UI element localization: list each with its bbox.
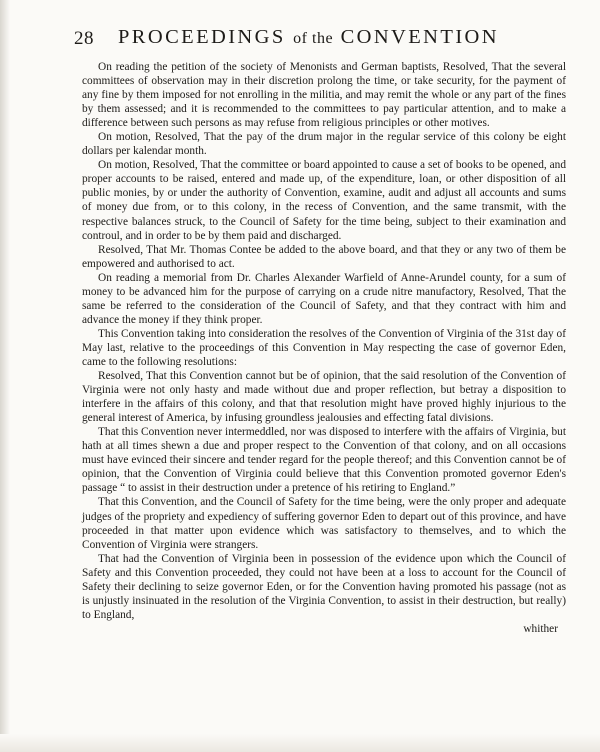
running-title-part1: PROCEEDINGS bbox=[118, 26, 286, 48]
running-title bbox=[118, 26, 499, 49]
running-title-of: of the bbox=[293, 30, 334, 47]
scan-shadow-left bbox=[0, 0, 10, 752]
paragraph-never-intermeddled: That this Convention never intermeddled, nor was disposed to interfere with the affairs of Virginia, but hath at all times shewn a due and proper respect to the Convention of that colony, and on all occasions must have evinced their sincere and tender regard for the people thereof; and this Convention cannot be of opinion, that the Convention of Virginia could believe that this Convention promoted governor Eden's passage “ to assist in their destruction under a pretence of his retiring to England.” bbox=[82, 426, 566, 495]
scan-shadow-bottom bbox=[0, 734, 600, 752]
page-number: 28 bbox=[74, 28, 94, 49]
page-header bbox=[74, 26, 574, 52]
catchword: whither bbox=[523, 622, 558, 635]
paragraph-evidence: That had the Convention of Virginia been in possession of the evidence upon which the Council of Safety and this Convention proceeded, they could not have been at a loss to account for the Council of Safety their declining to seize governor Eden, or for the Convention having promoted his passage (not as is unjustly insinuated in the resolution of the Virginia Convention, to assist in their destruction, but really) to England, bbox=[82, 552, 566, 621]
paragraph-board-accounts: On motion, Resolved, That the committee or board appointed to cause a set of books to be opened, and proper accounts to be raised, entered and made up, of the expenditure, loan, or other disposition of all public monies, by or under the authority of Convention, examine, audit and adjust all accounts and sums of money due from, or to this colony, in the recess of Convention, and the same transmit, with the respective balances struck, to the Council of Safety for the time being, subject to their examination and controul, and in order to be by them paid and discharged. bbox=[82, 159, 566, 242]
paragraph-drum-major-pay: On motion, Resolved, That the pay of the drum major in the regular service of this colony be eight dollars per kalendar month. bbox=[82, 131, 566, 158]
paragraph-resolved-opinion: Resolved, That this Convention cannot but be of opinion, that the said resolution of the Convention of Virginia were not only hasty and made without due and proper reflection, but betray a disposition to interfere in the affairs of this colony, and that that resolution might have proved highly injurious to the general interest of America, by infusing groundless jealousies and effecting fatal divisions. bbox=[82, 370, 566, 425]
document-body bbox=[82, 60, 566, 636]
paragraph-menonists-petition: On reading the petition of the society of Menonists and German baptists, Resolved, That the several committees of observation may in their discretion prolong the time, or take security, for the payment of any fine by them imposed for not enrolling in the militia, and may remit the whole or any part of the fines by them assessed; and it is recommended to the committees to pay particular attention, and to make a difference between such persons as may refuse from religious principles or other motives. bbox=[82, 61, 566, 130]
running-title-part2: CONVENTION bbox=[340, 26, 499, 48]
paragraph-warfield-memorial: On reading a memorial from Dr. Charles Alexander Warfield of Anne-Arundel county, for a sum of money to be advanced him for the purpose of carrying on a crude nitre manufactory, Resolved, That the same be referred to the consideration of the Council of Safety, and that they contract with him and advance the money if they think proper. bbox=[82, 271, 566, 326]
paragraph-thomas-contee: Resolved, That Mr. Thomas Contee be added to the above board, and that they or any two of them be empowered and authorised to act. bbox=[82, 243, 566, 270]
paragraph-proper-judges: That this Convention, and the Council of Safety for the time being, were the only proper and adequate judges of the propriety and expediency of suffering governor Eden to depart out of this province, and have proceeded in that matter upon evidence which was satisfactory to themselves, and to which the Convention of Virginia were strangers. bbox=[82, 496, 566, 551]
paragraph-virginia-resolves: This Convention taking into consideration the resolves of the Convention of Virginia of the 31st day of May last, relative to the proceedings of this Convention in May respecting the case of governor Eden, came to the following resolutions: bbox=[82, 327, 566, 368]
